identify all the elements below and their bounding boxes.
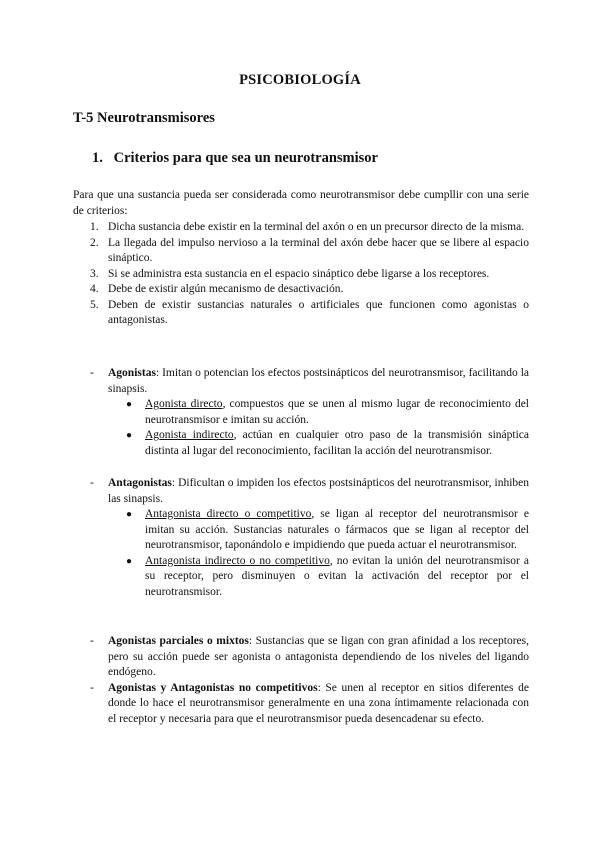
bullet-item [73,428,529,459]
section-number: 1. [92,150,103,166]
antagonistas-block [73,476,529,600]
item-text: Dicha sustancia debe existir en la terminal del axón o en un precursor directo de la misma. [108,221,525,233]
no-competitivos-text: : Se unen al receptor en sitios diferentes de donde lo hace el neurotransmisor generalmente en una zona íntimamente relacionada con el receptor y necesaria para que el neurotransmisor pueda desencadenar su efecto. [108,681,529,725]
item-number: 5. [90,298,99,311]
item-number: 2. [90,236,99,249]
bullet-term: Antagonista indirecto o no competitivo [145,554,330,567]
item-text: Deben de existir sustancias naturales o artificiales que funcionen como agonistas o antagonistas. [108,298,529,326]
parciales-term: Agonistas parciales o mixtos [108,635,249,647]
topic-title: T-5 Neurotransmisores [73,110,215,126]
item-text: La llegada del impulso nervioso a la terminal del axón debe hacer que se libere al espacio sináptico. [108,236,529,264]
no-competitivos-term: Agonistas y Antagonistas no competitivos [108,681,318,694]
bullet-term: Agonista directo [145,398,223,410]
parciales-item [73,634,529,681]
dash-marker: - [90,477,94,489]
antagonistas-item [73,476,529,507]
section-heading-text: Criterios para que sea un neurotransmisor [113,150,378,166]
document-title: PSICOBIOLOGÍA [239,72,361,88]
item-number: 1. [90,221,99,233]
criteria-item [73,282,529,298]
bullet-text: , compuestos que se unen al mismo lugar de reconocimiento del neurotransmisor e imitan su acción. [145,398,529,426]
bullet-term: Agonista indirecto [145,429,234,441]
bullet-text: , no evitan la unión del neurotransmisor a su receptor, pero disminuyen o evitan la activación del receptor por el neurotransmisor. [145,554,530,598]
agonistas-block [73,366,529,459]
item-number: 4. [90,283,99,295]
bullet-dot-icon: ● [126,509,133,520]
section-heading [92,150,378,167]
item-number: 3. [90,267,99,280]
criteria-item [73,236,529,267]
item-text: Si se administra esta sustancia en el espacio sináptico debe ligarse a los receptores. [108,267,490,280]
bullet-item [73,397,529,428]
bullet-dot-icon: ● [126,555,133,567]
parciales-text: : Sustancias que se ligan con gran afinidad a los receptores, pero su acción puede ser agonista o antagonista dependiendo de los niveles del ligando endógeno. [108,635,529,678]
dash-marker: - [90,367,94,379]
other-types-block [73,634,529,727]
dash-marker: - [90,681,94,694]
item-text: Debe de existir algún mecanismo de desactivación. [108,283,344,295]
bullet-text: , actúan en cualquier otro paso de la transmisión sináptica distinta al lugar del reconocimiento, facilitan la acción del neurotransmisor. [145,429,529,457]
antagonistas-term: Antagonistas [108,477,172,489]
agonistas-text: : Imitan o potencian los efectos postsinápticos del neurotransmisor, facilitando la sinapsis. [108,367,529,395]
criteria-list [73,220,529,329]
bullet-term: Antagonista directo o competitivo [145,508,312,520]
criteria-item [73,298,529,329]
no-competitivos-item [73,681,529,728]
bullet-text: , se ligan al receptor del neurotransmisor e imitan su acción. Sustancias naturales o fármacos que se ligan al receptor del neurotransmisor, taponándolo e impidiendo que pueda actuar el neurotransmisor. [145,508,529,551]
bullet-item [73,507,529,554]
criteria-item [73,220,529,236]
dash-marker: - [90,635,94,647]
antagonistas-bullets [73,507,529,600]
bullet-dot-icon: ● [126,430,133,441]
agonistas-bullets [73,397,529,459]
antagonistas-text: : Dificultan o impiden los efectos postsinápticos del neurotransmisor, inhiben las sinapsis. [108,477,529,505]
agonistas-term: Agonistas [108,367,156,379]
agonistas-item [73,366,529,397]
intro-paragraph: Para que una sustancia pueda ser considerada como neurotransmisor debe cumpllir con una serie de criterios: [73,189,529,217]
criteria-item [73,267,529,283]
bullet-dot-icon: ● [126,399,133,410]
bullet-item [73,554,529,601]
